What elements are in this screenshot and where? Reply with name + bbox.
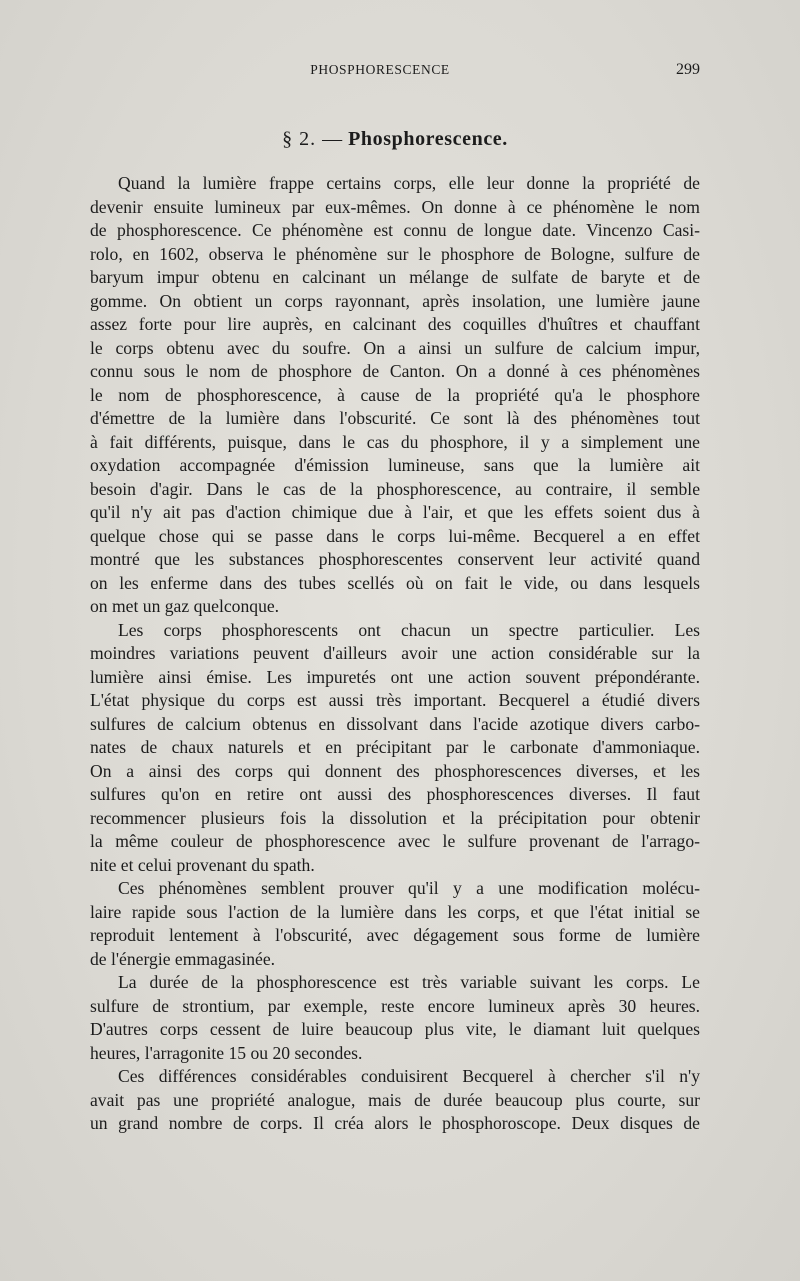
text-line: connu sous le nom de phosphore de Canton. On a donné à ces phénomènes (90, 361, 700, 381)
text-line: oxydation accompagnée d'émission lumineuse, sans que la lumière ait (90, 455, 700, 475)
text-line: assez forte pour lire auprès, en calcinant des coquilles d'huîtres et chauffant (90, 314, 700, 334)
text-line: à fait différents, puisque, dans le cas du phosphore, il y a simplement une (90, 431, 700, 452)
text-line: La durée de la phosphorescence est très variable suivant les corps. Le (118, 972, 700, 992)
text-line: gomme. On obtient un corps rayonnant, après insolation, une lumière jaune (90, 290, 700, 311)
text-line: sulfure de strontium, par exemple, reste encore lumineux après 30 heures. (90, 995, 700, 1016)
text-line: heures, l'arragonite 15 ou 20 secondes. (90, 1042, 363, 1063)
text-line: nite et celui provenant du spath. (90, 854, 315, 875)
text-line: besoin d'agir. Dans le cas de la phosphorescence, au contraire, il semble (90, 478, 700, 499)
body-text (90, 172, 700, 1136)
text-line: avait pas une propriété analogue, mais de durée beaucoup plus courte, sur (90, 1089, 700, 1110)
text-line: moindres variations peuvent d'ailleurs avoir une action considérable sur la (90, 643, 700, 663)
text-line: D'autres corps cessent de luire beaucoup plus vite, le diamant luit quelques (90, 1019, 700, 1039)
text-line: de l'énergie emmagasinée. (90, 948, 276, 969)
text-line: Quand la lumière frappe certains corps, elle leur donne la propriété de (118, 173, 700, 193)
text-line: On a ainsi des corps qui donnent des phosphorescences diverses, et les (90, 760, 700, 781)
text-line: nates de chaux naturels et en précipitant par le carbonate d'ammoniaque. (90, 737, 700, 757)
page-number: 299 (676, 61, 700, 78)
text-line: sulfures qu'on en retire ont aussi des phosphorescences diverses. Il faut (90, 784, 700, 804)
text-line: reproduit lentement à l'obscurité, avec dégagement sous forme de lumière (90, 925, 700, 945)
text-line: on les enferme dans des tubes scellés où on fait le vide, ou dans lesquels (90, 572, 700, 593)
section-number: § 2. — (282, 128, 344, 150)
text-line: la même couleur de phosphorescence avec le sulfure provenant de l'arrago- (90, 831, 700, 851)
text-line: laire rapide sous l'action de la lumière dans les corps, et que l'état initial se (90, 901, 700, 922)
text-line: Ces différences considérables conduisirent Becquerel à chercher s'il n'y (118, 1066, 700, 1086)
section-title: Phosphorescence. (348, 128, 508, 150)
text-line: le nom de phosphorescence, à cause de la propriété qu'a le phosphore (90, 384, 700, 405)
text-line: Ces phénomènes semblent prouver qu'il y a une modification molécu- (118, 878, 700, 898)
text-line: sulfures de calcium obtenus en dissolvant dans l'acide azotique divers carbo- (90, 713, 700, 734)
running-head (90, 62, 700, 82)
text-line: quelque chose qui se passe dans le corps lui-même. Becquerel a en effet (90, 525, 700, 546)
text-line: rolo, en 1602, observa le phénomène sur le phosphore de Bologne, sulfure de (90, 243, 700, 264)
text-line: on met un gaz quelconque. (90, 596, 280, 616)
section-heading (90, 128, 700, 151)
text-line: lumière ainsi émise. Les impuretés ont une action souvent prépondérante. (90, 666, 700, 687)
text-line: recommencer plusieurs fois la dissolution et la précipitation pour obtenir (90, 807, 700, 828)
text-line: un grand nombre de corps. Il créa alors le phosphoroscope. Deux disques de (90, 1113, 700, 1133)
running-title: PHOSPHORESCENCE (310, 62, 450, 77)
text-line: devenir ensuite lumineux par eux-mêmes. On donne à ce phénomène le nom (90, 196, 700, 217)
text-line: le corps obtenu avec du soufre. On a ainsi un sulfure de calcium impur, (90, 337, 700, 358)
text-line: montré que les substances phosphorescentes conservent leur activité quand (90, 549, 700, 569)
text-line: L'état physique du corps est aussi très important. Becquerel a étudié divers (90, 690, 700, 710)
text-line: baryum impur obtenu en calcinant un mélange de sulfate de baryte et de (90, 267, 700, 287)
text-line: qu'il n'y ait pas d'action chimique due à l'air, et que les effets soient dus à (90, 502, 700, 522)
text-line: de phosphorescence. Ce phénomène est connu de longue date. Vincenzo Casi- (90, 220, 700, 240)
text-line: d'émettre de la lumière dans l'obscurité. Ce sont là des phénomènes tout (90, 408, 700, 428)
text-line: Les corps phosphorescents ont chacun un spectre particulier. Les (118, 619, 700, 640)
